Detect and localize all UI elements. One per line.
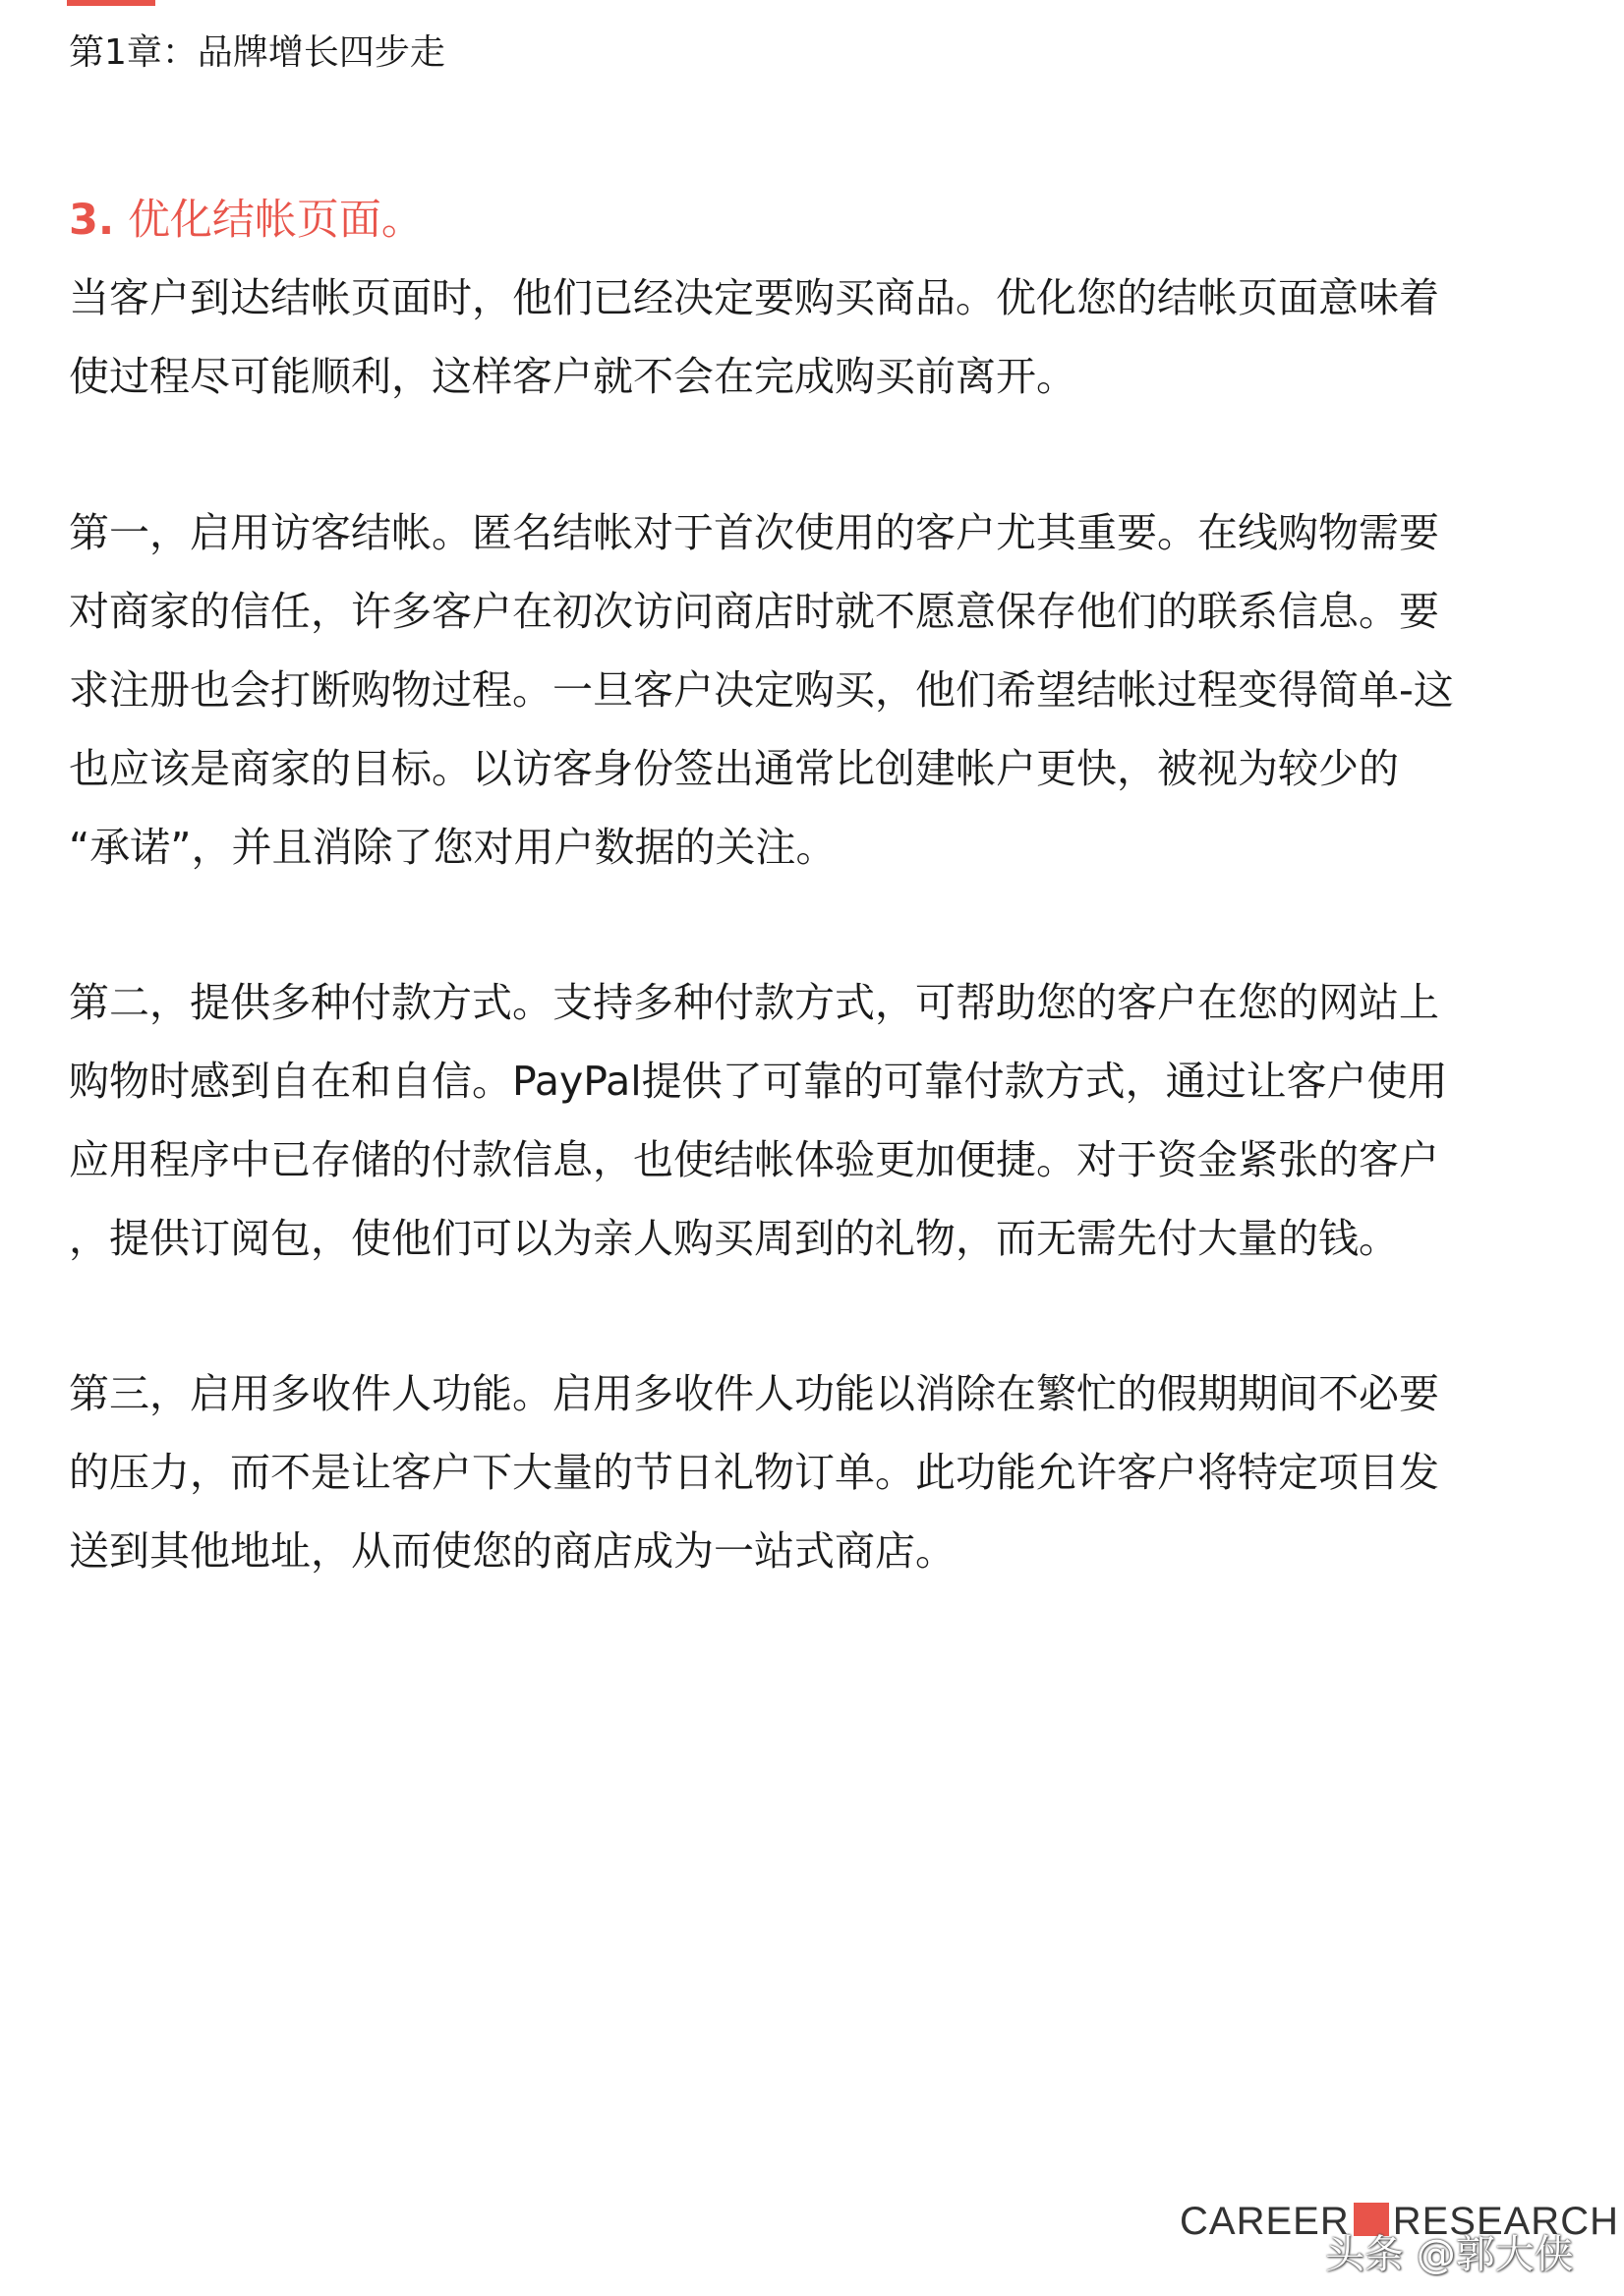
brand-logo-right: RESEARCH [1392,2200,1619,2243]
text-line: 第一，启用访客结帐。匿名结帐对于首次使用的客户尤其重要。在线购物需要 [69,509,1439,556]
text-line: 应用程序中已存储的付款信息，也使结帐体验更加便捷。对于资金紧张的客户 [69,1136,1439,1183]
text-line: 第三，启用多收件人功能。启用多收件人功能以消除在繁忙的假期期间不必要 [69,1370,1439,1417]
paragraph-multi-recipient [69,1354,1543,1590]
section-heading [69,191,424,250]
text-line: 也应该是商家的目标。以访客身份签出通常比创建帐户更快，被视为较少的 [69,745,1399,792]
text-line: 送到其他地址，从而使您的商店成为一站式商店。 [69,1527,956,1575]
paragraph-guest-checkout [69,493,1543,887]
brand-logo-left: CAREER [1180,2200,1350,2243]
text-line: 购物时感到自在和自信。PayPal提供了可靠的可靠付款方式，通过让客户使用 [69,1058,1448,1105]
text-line: 求注册也会打断购物过程。一旦客户决定购买，他们希望结帐过程变得简单-这 [69,666,1454,714]
text-line: 的压力，而不是让客户下大量的节日礼物订单。此功能允许客户将特定项目发 [69,1449,1439,1496]
top-accent-bar [67,0,155,6]
paragraph-payment-methods [69,963,1543,1278]
section-title: 优化结帐页面。 [127,196,424,245]
text-line: ，提供订阅包，使他们可以为亲人购买周到的礼物，而无需先付大量的钱。 [69,1215,1399,1262]
watermark: 头条 @郭大侠 [1325,2232,1574,2277]
text-line: 第二，提供多种付款方式。支持多种付款方式，可帮助您的客户在您的网站上 [69,979,1439,1026]
text-line: “承诺”，并且消除了您对用户数据的关注。 [69,824,837,871]
paragraph-intro [69,258,1543,416]
section-number: 3. [69,196,115,245]
text-line: 当客户到达结帐页面时，他们已经决定要购买商品。优化您的结帐页面意味着 [69,274,1439,321]
text-line: 使过程尽可能顺利，这样客户就不会在完成购买前离开。 [69,353,1076,400]
text-line: 对商家的信任，许多客户在初次访问商店时就不愿意保存他们的联系信息。要 [69,588,1439,635]
chapter-header: 第1章：品牌增长四步走 [69,32,445,73]
